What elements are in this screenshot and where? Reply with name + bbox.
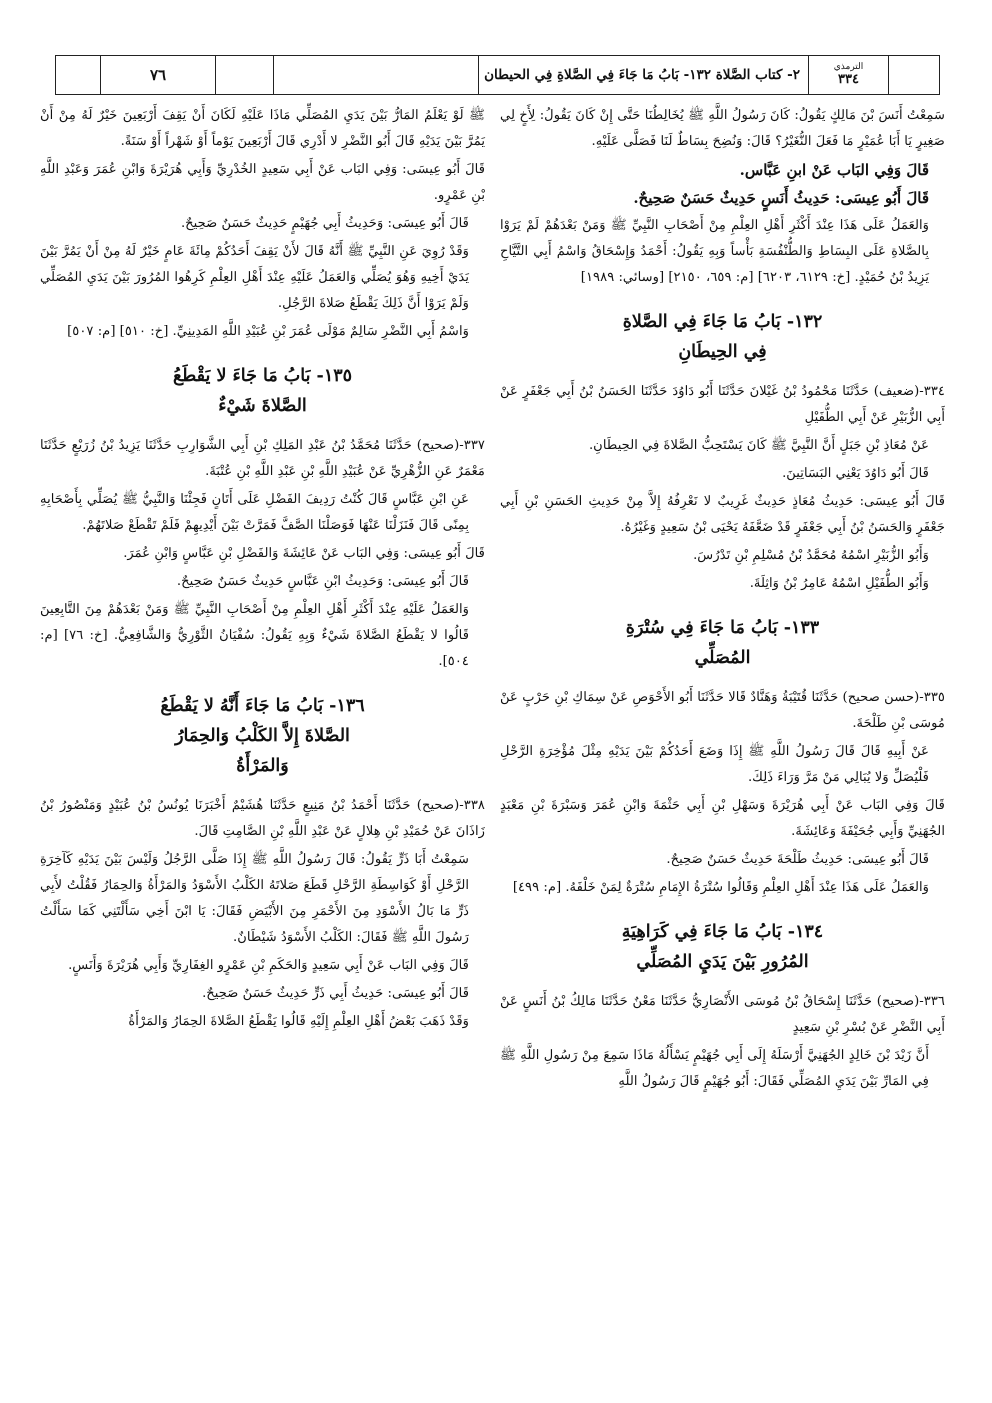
paragraph-abu-isa: قَالَ أَبُو عِيسَى: حَدِيثُ طَلْحَةَ حَدِيثٌ حَسَنٌ صَحِيحٌ.	[666, 852, 929, 867]
paragraph-bab: قَالَ وَفِي البَاب عَنْ ابنِ عَبَّاس.	[739, 161, 929, 179]
header-cell-empty	[889, 56, 939, 94]
right-column	[500, 103, 945, 1097]
left-column	[40, 103, 485, 1037]
paragraph: ٣٣٤-(ضعيف) حَدَّثَنَا مَحْمُودُ بْنُ غَيْلانَ حَدَّثَنَا أَبُو دَاوُدَ حَدَّثَنَا الحَسَنُ بْنُ أَبِي جَعْفَرٍ عَنْ أَبِي الزُّبَيْرِ عَنْ أَبِي الطُّفَيْلِ	[500, 384, 945, 425]
paragraph: ٣٣٦-(صحيح) حَدَّثَنَا إِسْحَاقُ بْنُ مُوسَى الأَنْصَارِيُّ حَدَّثَنَا مَعْنٌ حَدَّثَنَا مَالِكُ بْنُ أَنَسٍ عَنْ أَبِي النَّضْرِ عَنْ بُسْرِ بْنِ سَعِيدٍ	[500, 994, 945, 1035]
paragraph: ٣٣٥-(حسن صحيح) حَدَّثَنَا قُتَيْبَةُ وَهَنَّادٌ قَالا حَدَّثَنَا أَبُو الأَحْوَصِ عَنْ سِمَاكِ بْنِ حَرْبٍ عَنْ مُوسَى بْنِ طَلْحَةَ.	[500, 690, 945, 731]
paragraph: وَاسْمُ أَبِي النَّضْرِ سَالِمٌ مَوْلَى عُمَرَ بْنِ عُبَيْدِ اللَّهِ المَدِينِيِّ. [خ: ٥١٠] [م: ٥٠٧]	[67, 324, 469, 339]
paragraph-abu-isa: قَالَ أَبُو عِيسَى: وَحَدِيثُ أَبِي جُهَيْمٍ حَدِيثٌ حَسَنٌ صَحِيحٌ.	[180, 216, 469, 231]
page-number: ٧٦	[101, 56, 216, 94]
chapter-title: المُرُورِ بَيْنَ يَدَيِ المُصَلِّي	[636, 952, 809, 972]
header-cell-empty	[56, 56, 101, 94]
paragraph-bab: قَالَ أَبُو عِيسَى: وَفِي البَاب عَنْ عَائِشَةَ وَالفَضْلِ بْنِ عَبَّاسٍ وَابْنِ عُمَرَ.	[123, 546, 485, 561]
paragraph: ٣٣٨-(صحيح) حَدَّثَنَا أَحْمَدُ بْنُ مَنِيعٍ حَدَّثَنَا هُشَيْمٌ أَخْبَرَنَا يُونُسُ بْنُ عُبَيْدٍ وَمَنْصُورُ بْنُ زَاذَانَ عَنْ حُمَيْدِ بْنِ هِلالٍ عَنْ عَبْدِ اللَّهِ بْنِ الصَّامِتِ قَالَ.	[40, 798, 485, 839]
book-name: الترمذي	[833, 62, 864, 73]
chapter-title: المُصَلِّي	[694, 648, 751, 668]
paragraph-abu-isa: قَالَ أَبُو عِيسَى: حَدِيثُ أَبِي ذَرٍّ حَدِيثٌ حَسَنٌ صَحِيحٌ.	[202, 986, 469, 1001]
paragraph: سَمِعْتُ أَنَسَ بْنَ مَالِكٍ يَقُولُ: كَانَ رَسُولُ اللَّهِ ﷺ يُخَالِطُنَا حَتَّى إِنْ كَانَ يَقُولُ: لِأَخٍ لِي صَغِيرٍ يَا أَبَا عُمَيْرٍ مَا فَعَلَ النُّغَيْرُ؟ قَالَ: وَنُضِحَ بِسَاطٌ لَنَا فَصَلَّى عَلَيْهِ.	[500, 108, 945, 149]
chapter-heading	[500, 917, 945, 977]
paragraph: قَالَ أَبُو دَاوُدَ يَعْنِي البَسَاتِينَ.	[782, 466, 929, 481]
chapter-title: فِي الحِيطَانِ	[678, 342, 767, 362]
chapter-title: الصَّلاةَ شَيْءٌ	[218, 396, 307, 416]
paragraph-abu-isa: قَالَ أَبُو عِيسَى: وَحَدِيثُ ابْنِ عَبَّاسٍ حَدِيثٌ حَسَنٌ صَحِيحٌ.	[176, 574, 469, 589]
paragraph-abu-isa: قَالَ أَبُو عِيسَى: حَدِيثُ أَنَسٍ حَدِيثٌ حَسَنٌ صَحِيحٌ.	[633, 189, 929, 207]
paragraph: سَمِعْتُ أَبَا ذَرٍّ يَقُولُ: قَالَ رَسُولُ اللَّهِ ﷺ إِذَا صَلَّى الرَّجُلُ وَلَيْسَ بَيْنَ يَدَيْهِ كَآخِرَةِ الرَّحْلِ أَوْ كَوَاسِطَةِ الرَّحْلِ قَطَعَ صَلاتَهُ الكَلْبُ الأَسْوَدُ وَالمَرْأَةُ وَالحِمَارُ فَقُلْتُ لأَبِي ذَرٍّ مَا بَالُ الأَسْوَدِ مِنَ الأَحْمَرِ مِنَ الأَبْيَضِ فَقَالَ: يَا ابْنَ أَخِي سَأَلْتَنِي كَمَا سَأَلْتُ رَسُولَ اللَّهِ ﷺ فَقَالَ: الكَلْبُ الأَسْوَدُ شَيْطَانٌ.	[40, 852, 469, 945]
paragraph: عَنْ أَبِيهِ قَالَ قَالَ رَسُولُ اللَّهِ ﷺ إِذَا وَضَعَ أَحَدُكُمْ بَيْنَ يَدَيْهِ مِثْلَ مُؤْخِرَةِ الرَّحْلِ فَلْيُصَلِّ وَلا يُبَالِي مَنْ مَرَّ وَرَاءَ ذَلِكَ.	[500, 744, 929, 785]
running-title: ٢- كتاب الصَّلاة ١٣٢- بَابُ مَا جَاءَ فِي الصَّلاةِ فِي الحيطان	[479, 56, 809, 94]
paragraph: وَأَبُو الطُّفَيْلِ اسْمُهُ عَامِرُ بْنُ وَاثِلَةَ.	[749, 576, 929, 591]
book-marker	[809, 56, 889, 94]
chapter-heading	[40, 691, 485, 781]
paragraph-bab: قَالَ أَبُو عِيسَى: وَفِي البَاب عَنْ أَبِي سَعِيدٍ الخُدْرِيِّ وَأَبِي هُرَيْرَةَ وَابْنِ عُمَرَ وَعَبْدِ اللَّهِ بْنِ عَمْرٍو.	[40, 162, 485, 203]
chapter-title: ١٣٥- بَابُ مَا جَاءَ لا يَقْطَعُ	[172, 366, 353, 386]
paragraph: وَقَدْ رُوِيَ عَنِ النَّبِيِّ ﷺ أَنَّهُ قَالَ لأَنْ يَقِفَ أَحَدُكُمْ مِائَةَ عَامٍ خَيْرٌ لَهُ مِنْ أَنْ يَمُرَّ بَيْنَ يَدَيْ أَخِيهِ وَهُوَ يُصَلِّي وَالعَمَلُ عَلَيْهِ عِنْدَ أَهْلِ العِلْمِ كَرِهُوا المُرُورَ بَيْنَ يَدَيِ المُصَلِّي وَلَمْ يَرَوْا أَنَّ ذَلِكَ يَقْطَعُ صَلاةَ الرَّجُلِ.	[40, 244, 469, 311]
paragraph: ﷺ لَوْ يَعْلَمُ المَارُّ بَيْنَ يَدَيِ المُصَلِّي مَاذَا عَلَيْهِ لَكَانَ أَنْ يَقِفَ أَرْبَعِينَ خَيْرٌ لَهُ مِنْ أَنْ يَمُرَّ بَيْنَ يَدَيْهِ قَالَ أَبُو النَّضْرِ لا أَدْرِي قَالَ أَرْبَعِينَ يَوْماً أَوْ شَهْراً أَوْ سَنَةً.	[40, 108, 485, 149]
paragraph-bab: قَالَ وَفِي البَاب عَنْ أَبِي هُرَيْرَةَ وَسَهْلِ بْنِ أَبِي حَثْمَةَ وَابْنِ عُمَرَ وَسَبْرَةَ بْنِ مَعْبَدٍ الجُهَنِيِّ وَأَبِي جُحَيْفَةَ وَعَائِشَةَ.	[500, 798, 945, 839]
paragraph: وَالعَمَلُ عَلَى هَذَا عِنْدَ أَكْثَرِ أَهْلِ العِلْمِ مِنْ أَصْحَابِ النَّبِيِّ ﷺ وَمَنْ بَعْدَهُمْ لَمْ يَرَوْا بِالصَّلاةِ عَلَى البِسَاطِ وَالطُّنْفُسَةِ بَأْساً وَبِهِ يَقُولُ: أَحْمَدُ وَإِسْحَاقُ وَاسْمُ أَبِي التَّيَّاحِ يَزِيدُ بْنُ حُمَيْدٍ. [خ: ٦١٢٩، ٦٢٠٣] [م: ٦٥٩، ٢١٥٠] [وسائي: ١٩٨٩]	[500, 218, 929, 285]
header-cell-empty	[216, 56, 274, 94]
page-header	[55, 55, 940, 95]
chapter-heading	[500, 307, 945, 367]
paragraph: ٣٣٧-(صحيح) حَدَّثَنَا مُحَمَّدُ بْنُ عَبْدِ المَلِكِ بْنِ أَبِي الشَّوَارِبِ حَدَّثَنَا يَزِيدُ بْنُ زُرَيْعٍ حَدَّثَنَا مَعْمَرٌ عَنِ الزُّهْرِيِّ عَنْ عُبَيْدِ اللَّهِ بْنِ عَبْدِ اللَّهِ بْنِ عُتْبَةَ.	[40, 438, 485, 479]
chapter-title: ١٣٣- بَابُ مَا جَاءَ فِي سُتْرَةِ	[625, 618, 820, 638]
paragraph-abu-isa: قَالَ أَبُو عِيسَى: حَدِيثُ مُعَاذٍ حَدِيثٌ غَرِيبٌ لا نَعْرِفُهُ إِلاَّ مِنْ حَدِيثِ الحَسَنِ بْنِ أَبِي جَعْفَرٍ وَالحَسَنُ بْنُ أَبِي جَعْفَرٍ قَدْ ضَعَّفَهُ يَحْيَى بْنُ سَعِيدٍ وَغَيْرُهُ.	[500, 494, 945, 535]
paragraph-bab: قَالَ وَفِي البَاب عَنْ أَبِي سَعِيدٍ وَالحَكَمِ بْنِ عَمْرٍو الغِفَارِيِّ وَأَبِي هُرَيْرَةَ وَأَنَسٍ.	[68, 958, 469, 973]
chapter-title: ١٣٤- بَابُ مَا جَاءَ فِي كَرَاهِيَةِ	[621, 922, 824, 942]
chapter-title: ١٣٢- بَابُ مَا جَاءَ فِي الصَّلاةِ	[622, 312, 823, 332]
chapter-title: الصَّلاةَ إِلاَّ الكَلْبُ وَالحِمَارُ	[175, 726, 350, 746]
hadith-number: ٣٣٤	[838, 71, 859, 87]
chapter-title: وَالمَرْأَةُ	[236, 756, 289, 776]
paragraph: أَنَّ زَيْدَ بْنَ خَالِدٍ الجُهَنِيَّ أَرْسَلَهُ إِلَى أَبِي جُهَيْمٍ يَسْأَلُهُ مَاذَا سَمِعَ مِنْ رَسُولِ اللَّهِ ﷺ فِي المَارِّ بَيْنَ يَدَيِ المُصَلِّي فَقَالَ: أَبُو جُهَيْمٍ قَالَ رَسُولُ اللَّهِ	[500, 1048, 929, 1089]
paragraph: وَالعَمَلُ عَلَيْهِ عِنْدَ أَكْثَرِ أَهْلِ العِلْمِ مِنْ أَصْحَابِ النَّبِيِّ ﷺ وَمَنْ بَعْدَهُمْ مِنَ التَّابِعِينَ قَالُوا لا يَقْطَعُ الصَّلاةَ شَيْءٌ وَبِهِ يَقُولُ: سُفْيَانُ الثَّوْرِيُّ وَالشَّافِعِيُّ. [خ: ٧٦] [م: ٥٠٤].	[40, 602, 470, 669]
chapter-heading	[40, 361, 485, 421]
paragraph: وَالعَمَلُ عَلَى هَذَا عِنْدَ أَهْلِ العِلْمِ وَقَالُوا سُتْرَةُ الإِمَامِ سُتْرَةٌ لِمَنْ خَلْفَهُ. [م: ٤٩٩]	[512, 880, 929, 895]
paragraph: وَقَدْ ذَهَبَ بَعْضُ أَهْلِ العِلْمِ إِلَيْهِ قَالُوا يَقْطَعُ الصَّلاةَ الحِمَارُ وَالمَرْأَةُ	[128, 1014, 469, 1029]
paragraph: عَنِ ابْنِ عَبَّاسٍ قَالَ كُنْتُ رَدِيفَ الفَضْلِ عَلَى أَتَانٍ فَجِئْنَا وَالنَّبِيُّ ﷺ يُصَلِّي بِأَصْحَابِهِ بِمِنًى قَالَ فَنَزَلْنَا عَنْهَا فَوَصَلْنَا الصَّفَّ فَمَرَّتْ بَيْنَ أَيْدِيهِمْ فَلَمْ تَقْطَعْ صَلاتَهُمْ.	[40, 492, 469, 533]
chapter-heading	[500, 613, 945, 673]
header-cell-empty	[274, 56, 479, 94]
paragraph: وَأَبُو الزُّبَيْرِ اسْمُهُ مُحَمَّدُ بْنُ مُسْلِمِ بْنِ تَدْرُسَ.	[693, 548, 929, 563]
paragraph: عَنْ مُعَاذِ بْنِ جَبَلٍ أَنَّ النَّبِيَّ ﷺ كَانَ يَسْتَحِبُّ الصَّلاةَ فِي الحِيطَانِ.	[588, 438, 929, 453]
chapter-title: ١٣٦- بَابُ مَا جَاءَ أَنَّهُ لا يَقْطَعُ	[160, 696, 365, 716]
